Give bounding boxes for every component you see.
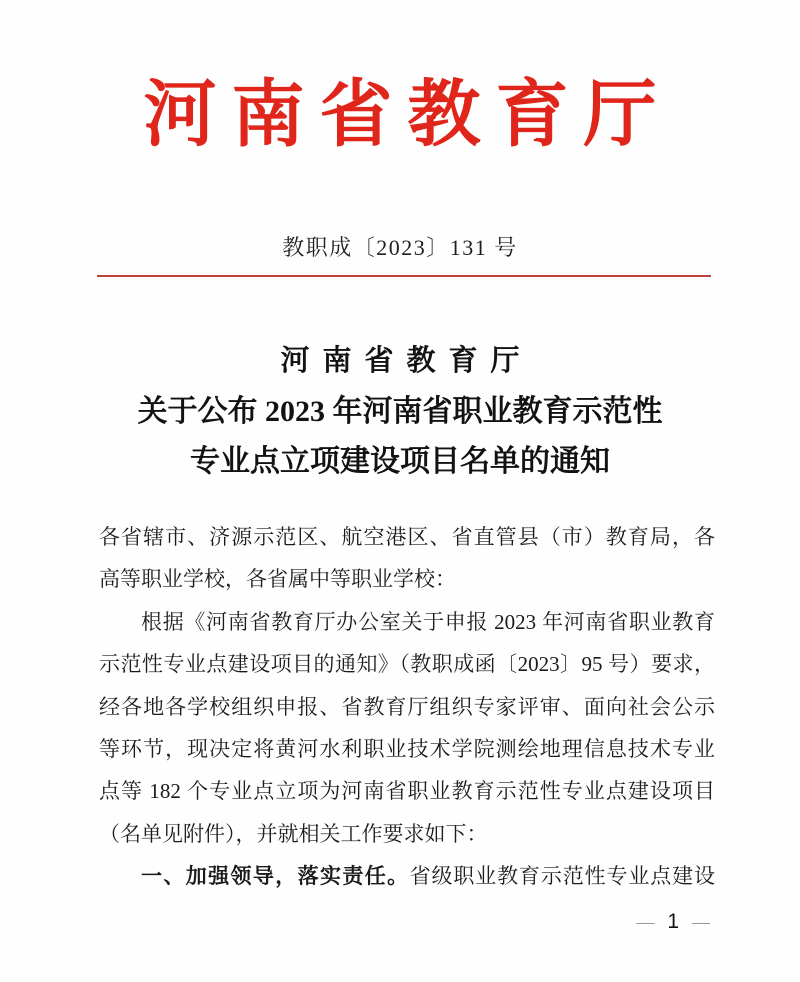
- letterhead-agency-title: 河南省教育厅: [143, 74, 672, 155]
- body-line-paragraph-6: （名单见附件），并就相关工作要求如下：: [99, 821, 488, 846]
- section-1-text: 省级职业教育示范性专业点建设: [409, 864, 716, 889]
- document-number: 教职成〔2023〕131 号: [282, 235, 518, 260]
- page-number-dash-left: —: [636, 912, 655, 932]
- body-line-paragraph-1: 根据《河南省教育厅办公室关于申报 2023 年河南省职业教育: [141, 609, 715, 634]
- body-line-recipients-2: 高等职业学校，各省属中等职业学校：: [99, 567, 456, 592]
- letterhead-divider-rule: [97, 275, 711, 277]
- body-line-paragraph-5: 点等 182 个专业点立项为河南省职业教育示范性专业点建设项目: [99, 779, 715, 804]
- section-1-heading: 一、加强领导，落实责任。: [141, 865, 410, 889]
- notice-body: [99, 516, 715, 898]
- body-line-paragraph-4: 等环节，现决定将黄河水利职业技术学院测绘地理信息技术专业: [99, 736, 715, 761]
- body-line-section-1: [99, 855, 715, 897]
- body-line-paragraph-3: 经各地各学校组织申报、省教育厅组织专家评审、面向社会公示: [99, 694, 715, 719]
- notice-title-line-2: 关于公布 2023 年河南省职业教育示范性: [137, 395, 663, 428]
- notice-title-agency: 河南省教育厅: [280, 345, 533, 377]
- body-line-recipients-1: 各省辖市、济源示范区、航空港区、省直管县（市）教育局，各: [99, 525, 715, 549]
- page-number-value: 1: [667, 910, 679, 933]
- page-number-dash-right: —: [692, 912, 710, 932]
- page-number: [636, 910, 710, 934]
- notice-title-block: [0, 343, 800, 493]
- body-line-paragraph-2: 示范性专业点建设项目的通知》（教职成函〔2023〕95 号）要求，: [99, 652, 715, 677]
- notice-title-line-3: 专业点立项建设项目名单的通知: [190, 445, 610, 478]
